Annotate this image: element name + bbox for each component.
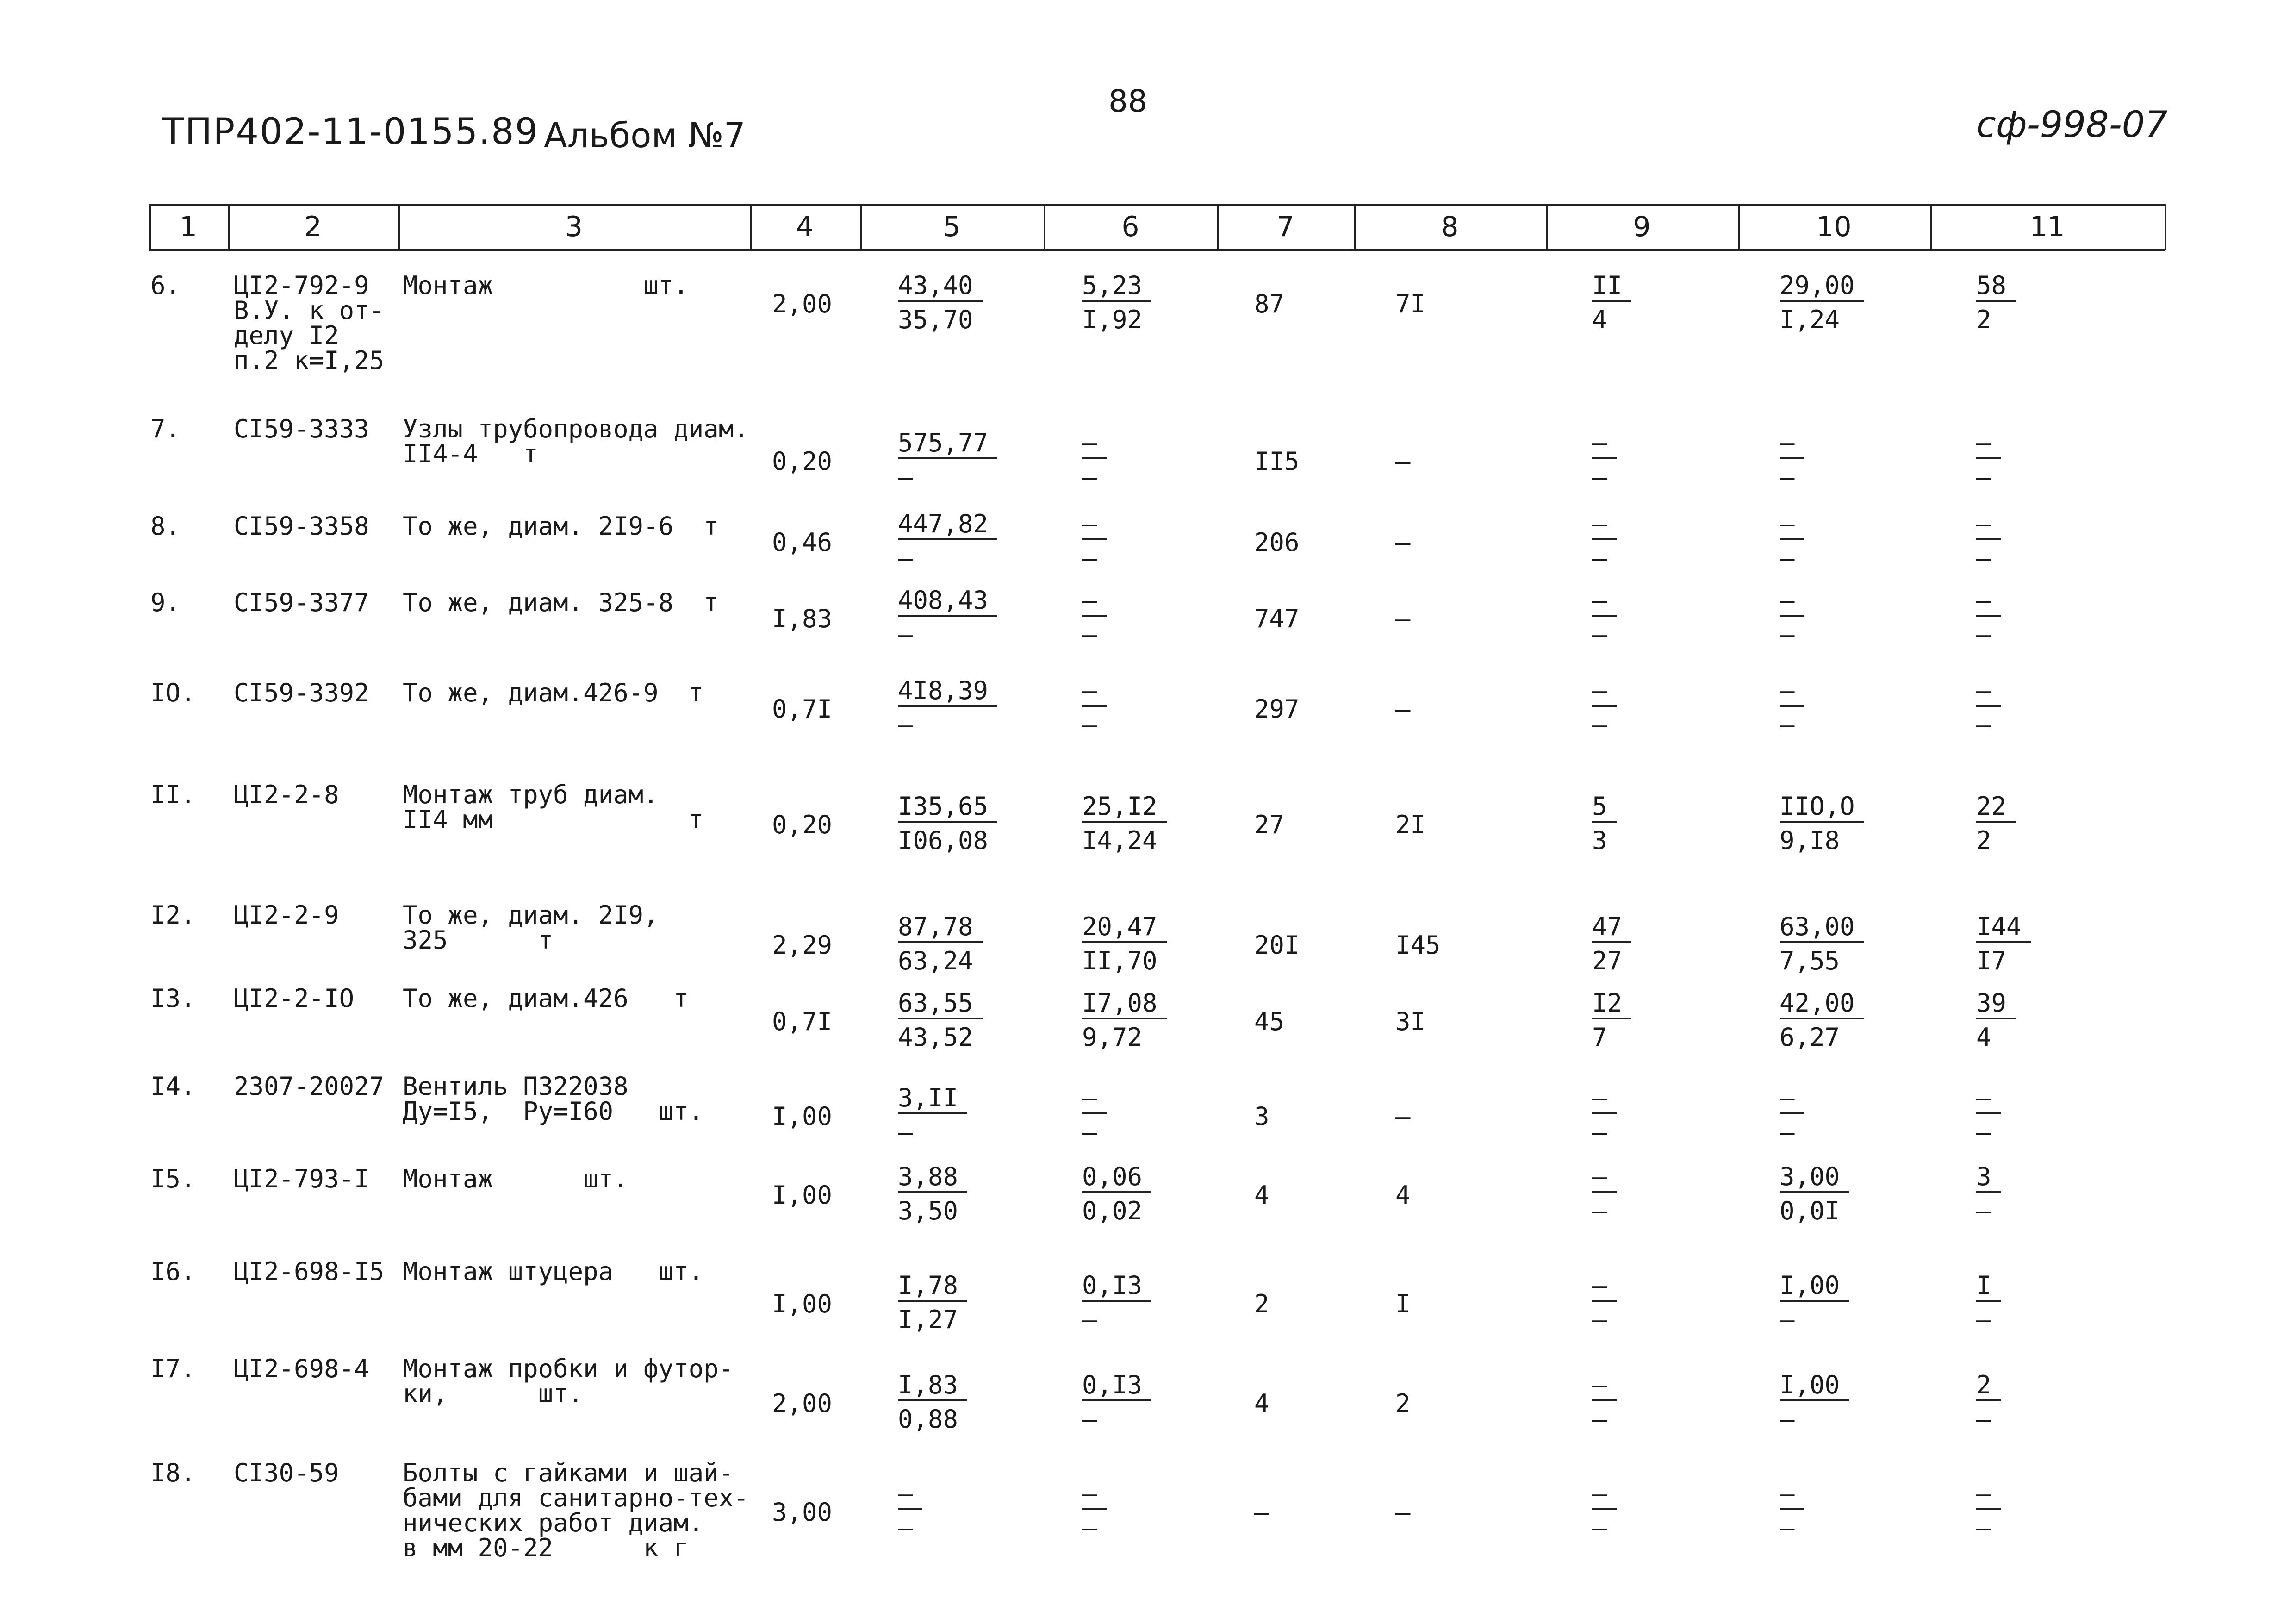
quantity: I,00 bbox=[772, 1289, 833, 1318]
col9-fraction-denominator: 4 bbox=[1592, 305, 1607, 334]
row-number: 7. bbox=[150, 414, 181, 443]
cost-machines-numerator: – bbox=[1082, 678, 1107, 707]
col9-fraction bbox=[1592, 678, 1617, 737]
cost-unit-total-numerator: 4I8,39 bbox=[898, 678, 997, 707]
col9-fraction-denominator: – bbox=[1592, 1513, 1607, 1543]
cost-unit-total-numerator: 3,88 bbox=[898, 1164, 967, 1193]
cost-unit-total bbox=[898, 428, 997, 492]
col8-value: I45 bbox=[1395, 931, 1441, 960]
col10-fraction-numerator: 3,00 bbox=[1780, 1164, 1849, 1193]
col11-fraction-numerator: 58 bbox=[1976, 273, 2016, 302]
col9-fraction-numerator: – bbox=[1592, 1086, 1617, 1114]
col10-fraction bbox=[1780, 428, 1804, 492]
col11-fraction-numerator: – bbox=[1976, 588, 2001, 617]
row-number: 9. bbox=[150, 588, 181, 617]
cost-machines-numerator: 25,I2 bbox=[1082, 794, 1167, 823]
rate-code: CI59-3358 bbox=[234, 512, 369, 541]
cost-unit-total-numerator: I35,65 bbox=[898, 794, 997, 823]
col9-fraction bbox=[1592, 588, 1617, 647]
work-name: Монтаж штуцера шт. bbox=[403, 1257, 704, 1286]
col10-fraction-denominator: – bbox=[1780, 1513, 1795, 1543]
cost-unit-total-denominator: 35,70 bbox=[898, 305, 973, 334]
col11-fraction-denominator: 4 bbox=[1976, 1023, 1991, 1052]
cost-machines-denominator: – bbox=[1082, 1513, 1097, 1543]
cost-machines bbox=[1082, 794, 1167, 853]
rate-code: 2307-20027 bbox=[234, 1072, 385, 1101]
col11-fraction-numerator: 39 bbox=[1976, 991, 2016, 1019]
cost-unit-total-numerator: 43,40 bbox=[898, 273, 983, 302]
header-column-rule bbox=[2165, 204, 2166, 250]
cost-unit-total-numerator: 63,55 bbox=[898, 991, 983, 1019]
col11-fraction-numerator: – bbox=[1976, 431, 2001, 459]
col8-value: – bbox=[1395, 604, 1411, 633]
row-number: 8. bbox=[150, 512, 181, 541]
work-name: То же, диам. 325-8 т bbox=[403, 588, 719, 617]
work-name: То же, диам. 2I9-6 т bbox=[403, 512, 719, 541]
cost-machines bbox=[1082, 1273, 1151, 1332]
col10-fraction bbox=[1780, 509, 1804, 573]
col11-fraction-denominator: – bbox=[1976, 1405, 1991, 1434]
cost-machines bbox=[1082, 1083, 1107, 1147]
cost-machines-numerator: – bbox=[1082, 431, 1107, 459]
cost-machines bbox=[1082, 428, 1107, 492]
col11-fraction-numerator: 2 bbox=[1976, 1373, 2001, 1401]
col11-fraction-denominator: – bbox=[1976, 1196, 1991, 1225]
cost-unit-total-denominator: 3,50 bbox=[898, 1196, 958, 1225]
col9-fraction-numerator: – bbox=[1592, 1273, 1617, 1302]
cost-unit-total bbox=[898, 273, 983, 332]
cost-machines-numerator: – bbox=[1082, 512, 1107, 540]
cost-machines-numerator: – bbox=[1082, 1086, 1107, 1114]
col11-fraction-numerator: 22 bbox=[1976, 794, 2016, 823]
col10-fraction-denominator: – bbox=[1780, 462, 1795, 492]
col10-fraction bbox=[1780, 588, 1804, 647]
col11-fraction-numerator: – bbox=[1976, 1086, 2001, 1114]
col11-fraction-denominator: – bbox=[1976, 620, 1991, 649]
col10-fraction-numerator: 63,00 bbox=[1780, 914, 1864, 943]
col8-value: – bbox=[1395, 1102, 1411, 1131]
col9-fraction-numerator: – bbox=[1592, 588, 1617, 617]
cost-unit-total-denominator: – bbox=[898, 620, 913, 649]
col9-fraction bbox=[1592, 1273, 1617, 1332]
quantity: I,00 bbox=[772, 1102, 833, 1131]
cost-unit-total bbox=[898, 988, 983, 1052]
col9-fraction-numerator: – bbox=[1592, 512, 1617, 540]
cost-machines bbox=[1082, 678, 1107, 737]
col11-fraction bbox=[1976, 1481, 2001, 1541]
col10-fraction bbox=[1780, 1083, 1804, 1147]
cost-machines-denominator: I,92 bbox=[1082, 305, 1143, 334]
rate-code: ЦI2-2-9 bbox=[234, 900, 339, 930]
col8-value: 2I bbox=[1395, 810, 1426, 839]
col10-fraction bbox=[1780, 914, 1864, 974]
col11-fraction-denominator: I7 bbox=[1976, 946, 2007, 975]
column-header: 9 bbox=[1633, 211, 1651, 243]
col10-fraction-numerator: – bbox=[1780, 1086, 1804, 1114]
cost-unit-total bbox=[898, 1370, 967, 1434]
col11-fraction bbox=[1976, 273, 2016, 332]
cost-machines bbox=[1082, 1370, 1151, 1434]
col8-value: – bbox=[1395, 528, 1411, 557]
cost-machines-numerator: 0,06 bbox=[1082, 1164, 1151, 1193]
rate-code: CI30-59 bbox=[234, 1458, 339, 1487]
col9-fraction-numerator: – bbox=[1592, 1373, 1617, 1401]
quantity: 2,00 bbox=[772, 1389, 833, 1418]
col9-fraction-denominator: – bbox=[1592, 1118, 1607, 1147]
col7-value: – bbox=[1254, 1498, 1269, 1527]
col7-value: 4 bbox=[1254, 1181, 1269, 1210]
row-number: I4. bbox=[150, 1072, 196, 1101]
cost-unit-total-numerator: 87,78 bbox=[898, 914, 983, 943]
row-number: I6. bbox=[150, 1257, 196, 1286]
rate-code: CI59-3392 bbox=[234, 678, 369, 707]
cost-unit-total bbox=[898, 588, 997, 647]
col10-fraction bbox=[1780, 1164, 1849, 1224]
col11-fraction bbox=[1976, 509, 2001, 573]
col9-fraction bbox=[1592, 1164, 1617, 1224]
col8-value: 3I bbox=[1395, 1007, 1426, 1036]
col9-fraction-denominator: – bbox=[1592, 462, 1607, 492]
col9-fraction bbox=[1592, 914, 1631, 974]
col10-fraction-denominator: – bbox=[1780, 1118, 1795, 1147]
column-header: 3 bbox=[565, 211, 583, 243]
col9-fraction-numerator: I2 bbox=[1592, 991, 1631, 1019]
col7-value: 4 bbox=[1254, 1389, 1269, 1418]
cost-machines bbox=[1082, 988, 1167, 1052]
cost-machines bbox=[1082, 1481, 1107, 1541]
cost-machines-numerator: 0,I3 bbox=[1082, 1273, 1151, 1302]
quantity: 2,29 bbox=[772, 931, 833, 960]
col11-fraction-numerator: I44 bbox=[1976, 914, 2031, 943]
row-number: IO. bbox=[150, 678, 196, 707]
work-name: Монтаж шт. bbox=[403, 1164, 628, 1193]
col7-value: 747 bbox=[1254, 604, 1300, 633]
col10-fraction-denominator: 9,I8 bbox=[1780, 826, 1840, 855]
cost-unit-total-numerator: I,83 bbox=[898, 1373, 967, 1401]
column-header: 7 bbox=[1276, 211, 1294, 243]
work-name: Вентиль П322038 Ду=I5, Ру=I60 шт. bbox=[403, 1072, 704, 1126]
cost-machines-denominator: – bbox=[1082, 710, 1097, 739]
cost-machines-denominator: – bbox=[1082, 1405, 1097, 1434]
work-name: Болты с гайками и шай- бами для санитарно-тех- нических работ диам. в мм 20-22 к г bbox=[403, 1458, 749, 1562]
cost-unit-total-denominator: I06,08 bbox=[898, 826, 989, 855]
col8-value: 2 bbox=[1395, 1389, 1411, 1418]
table-header-rule bbox=[149, 249, 2165, 251]
table-top-rule bbox=[149, 204, 2165, 206]
col7-value: 3 bbox=[1254, 1102, 1269, 1131]
column-header: 4 bbox=[796, 211, 814, 243]
col10-fraction-numerator: – bbox=[1780, 512, 1804, 540]
col7-value: 87 bbox=[1254, 289, 1285, 319]
col7-value: 45 bbox=[1254, 1007, 1285, 1036]
cost-machines-numerator: 5,23 bbox=[1082, 273, 1151, 302]
col11-fraction bbox=[1976, 914, 2031, 974]
work-name: То же, диам.426 т bbox=[403, 984, 689, 1013]
col9-fraction-numerator: – bbox=[1592, 431, 1617, 459]
quantity: 3,00 bbox=[772, 1498, 833, 1527]
col11-fraction-numerator: – bbox=[1976, 678, 2001, 707]
col10-fraction-denominator: – bbox=[1780, 620, 1795, 649]
col10-fraction-numerator: I,00 bbox=[1780, 1373, 1849, 1401]
rate-code: ЦI2-698-4 bbox=[234, 1354, 369, 1383]
cost-machines-denominator: – bbox=[1082, 1118, 1097, 1147]
col11-fraction-denominator: – bbox=[1976, 1118, 1991, 1147]
cost-unit-total bbox=[898, 914, 983, 974]
col10-fraction bbox=[1780, 794, 1864, 853]
col11-fraction bbox=[1976, 1164, 2001, 1224]
col9-fraction bbox=[1592, 1370, 1617, 1434]
column-header: 6 bbox=[1121, 211, 1139, 243]
cost-unit-total-denominator: – bbox=[898, 710, 913, 739]
col10-fraction bbox=[1780, 678, 1804, 737]
cost-machines-denominator: 9,72 bbox=[1082, 1023, 1143, 1052]
row-number: I7. bbox=[150, 1354, 196, 1383]
col9-fraction bbox=[1592, 273, 1631, 332]
column-header: 11 bbox=[2029, 211, 2065, 243]
col11-fraction bbox=[1976, 794, 2016, 853]
cost-unit-total bbox=[898, 1273, 967, 1332]
cost-unit-total-numerator: I,78 bbox=[898, 1273, 967, 1302]
row-number: I2. bbox=[150, 900, 196, 930]
cost-machines-denominator: I4,24 bbox=[1082, 826, 1157, 855]
cost-unit-total-numerator: 575,77 bbox=[898, 431, 997, 459]
cost-unit-total-denominator: 43,52 bbox=[898, 1023, 973, 1052]
col11-fraction-numerator: I bbox=[1976, 1273, 2001, 1302]
quantity: 2,00 bbox=[772, 289, 833, 319]
col8-value: – bbox=[1395, 694, 1411, 724]
col11-fraction-numerator: – bbox=[1976, 512, 2001, 540]
cost-unit-total-numerator: 447,82 bbox=[898, 512, 997, 540]
work-name: То же, диам.426-9 т bbox=[403, 678, 704, 707]
work-name: Монтаж шт. bbox=[403, 271, 689, 300]
quantity: 0,20 bbox=[772, 810, 833, 839]
col10-fraction-numerator: – bbox=[1780, 588, 1804, 617]
column-header: 1 bbox=[179, 211, 198, 243]
col9-fraction-denominator: – bbox=[1592, 620, 1607, 649]
cost-machines bbox=[1082, 588, 1107, 647]
col10-fraction-denominator: – bbox=[1780, 1305, 1795, 1334]
col9-fraction-denominator: – bbox=[1592, 1196, 1607, 1225]
col10-fraction-denominator: – bbox=[1780, 1405, 1795, 1434]
rate-code: ЦI2-793-I bbox=[234, 1164, 369, 1193]
col11-fraction bbox=[1976, 588, 2001, 647]
quantity: I,83 bbox=[772, 604, 833, 633]
col7-value: 27 bbox=[1254, 810, 1285, 839]
column-header: 2 bbox=[304, 211, 322, 243]
cost-unit-total-denominator: – bbox=[898, 462, 913, 492]
col7-value: 206 bbox=[1254, 528, 1300, 557]
col8-value: – bbox=[1395, 1498, 1411, 1527]
col9-fraction-denominator: – bbox=[1592, 1305, 1607, 1334]
col11-fraction-denominator: – bbox=[1976, 1513, 1991, 1543]
rate-code: ЦI2-698-I5 bbox=[234, 1257, 385, 1286]
col9-fraction-denominator: 3 bbox=[1592, 826, 1607, 855]
rate-code: CI59-3377 bbox=[234, 588, 369, 617]
col11-fraction-denominator: 2 bbox=[1976, 305, 1991, 334]
col10-fraction-numerator: 29,00 bbox=[1780, 273, 1864, 302]
col10-fraction bbox=[1780, 273, 1864, 332]
quantity: 0,7I bbox=[772, 694, 833, 724]
col9-fraction bbox=[1592, 794, 1617, 853]
cost-machines-numerator: 20,47 bbox=[1082, 914, 1167, 943]
col9-fraction-numerator: 47 bbox=[1592, 914, 1631, 943]
row-number: I8. bbox=[150, 1458, 196, 1487]
col9-fraction-numerator: 5 bbox=[1592, 794, 1617, 823]
col10-fraction bbox=[1780, 1481, 1804, 1541]
col11-fraction bbox=[1976, 1083, 2001, 1147]
column-header: 8 bbox=[1441, 211, 1459, 243]
col9-fraction bbox=[1592, 1481, 1617, 1541]
col11-fraction-numerator: 3 bbox=[1976, 1164, 2001, 1193]
cost-unit-total bbox=[898, 794, 997, 853]
col11-fraction bbox=[1976, 1273, 2001, 1332]
col11-fraction bbox=[1976, 1370, 2001, 1434]
col8-value: 7I bbox=[1395, 289, 1426, 319]
work-name: Монтаж труб диам. II4 мм т bbox=[403, 780, 704, 834]
work-name: То же, диам. 2I9, 325 т bbox=[403, 900, 659, 955]
rate-code: ЦI2-2-8 bbox=[234, 780, 339, 809]
cost-machines bbox=[1082, 273, 1151, 332]
cost-unit-total bbox=[898, 509, 997, 573]
col10-fraction-numerator: 42,00 bbox=[1780, 991, 1864, 1019]
cost-machines-numerator: – bbox=[1082, 1481, 1107, 1510]
col9-fraction-numerator: – bbox=[1592, 1481, 1617, 1510]
page-number: 88 bbox=[1108, 83, 1147, 119]
quantity: I,00 bbox=[772, 1181, 833, 1210]
col7-value: 20I bbox=[1254, 931, 1300, 960]
col9-fraction-denominator: – bbox=[1592, 710, 1607, 739]
col10-fraction-denominator: 7,55 bbox=[1780, 946, 1840, 975]
col8-value: I bbox=[1395, 1289, 1411, 1318]
col11-fraction-denominator: 2 bbox=[1976, 826, 1991, 855]
col9-fraction bbox=[1592, 1083, 1617, 1147]
cost-unit-total-denominator: – bbox=[898, 543, 913, 573]
col9-fraction bbox=[1592, 988, 1631, 1052]
rate-code: CI59-3333 bbox=[234, 414, 369, 443]
col8-value: 4 bbox=[1395, 1181, 1411, 1210]
cost-unit-total-numerator: 3,II bbox=[898, 1086, 967, 1114]
work-name: Узлы трубопровода диам. II4-4 т bbox=[403, 414, 749, 468]
cost-machines-denominator: – bbox=[1082, 462, 1097, 492]
col11-fraction-numerator: – bbox=[1976, 1481, 2001, 1510]
col10-fraction bbox=[1780, 1370, 1849, 1434]
cost-unit-total-numerator: – bbox=[898, 1481, 922, 1510]
column-header: 5 bbox=[943, 211, 961, 243]
col10-fraction-numerator: – bbox=[1780, 431, 1804, 459]
col9-fraction bbox=[1592, 509, 1617, 573]
cost-unit-total-denominator: – bbox=[898, 1118, 913, 1147]
col10-fraction-denominator: – bbox=[1780, 710, 1795, 739]
col9-fraction-numerator: – bbox=[1592, 1164, 1617, 1193]
col11-fraction-denominator: – bbox=[1976, 462, 1991, 492]
cost-unit-total bbox=[898, 1164, 967, 1224]
quantity: 0,20 bbox=[772, 447, 833, 476]
col10-fraction-numerator: I,00 bbox=[1780, 1273, 1849, 1302]
col9-fraction-denominator: 7 bbox=[1592, 1023, 1607, 1052]
cost-unit-total bbox=[898, 1083, 967, 1147]
cost-machines-numerator: – bbox=[1082, 588, 1107, 617]
cost-unit-total bbox=[898, 1481, 922, 1541]
col10-fraction-denominator: – bbox=[1780, 543, 1795, 573]
cost-machines-denominator: – bbox=[1082, 620, 1097, 649]
cost-unit-total bbox=[898, 678, 997, 737]
col9-fraction-denominator: – bbox=[1592, 543, 1607, 573]
cost-machines-numerator: I7,08 bbox=[1082, 991, 1167, 1019]
col9-fraction-numerator: II bbox=[1592, 273, 1631, 302]
rate-code: ЦI2-792-9 В.У. к от- делу I2 п.2 к=I,25 bbox=[234, 271, 385, 375]
col7-value: II5 bbox=[1254, 447, 1300, 476]
col8-value: – bbox=[1395, 447, 1411, 476]
sheet-code: сф-998-07 bbox=[1976, 104, 2168, 146]
quantity: 0,7I bbox=[772, 1007, 833, 1036]
cost-unit-total-denominator: 63,24 bbox=[898, 946, 973, 975]
cost-machines bbox=[1082, 509, 1107, 573]
cost-machines-denominator: – bbox=[1082, 1305, 1097, 1334]
col11-fraction bbox=[1976, 428, 2001, 492]
cost-unit-total-denominator: I,27 bbox=[898, 1305, 958, 1334]
row-number: 6. bbox=[150, 271, 181, 300]
col9-fraction-denominator: – bbox=[1592, 1405, 1607, 1434]
col10-fraction bbox=[1780, 1273, 1849, 1332]
col10-fraction-numerator: – bbox=[1780, 1481, 1804, 1510]
col9-fraction-numerator: – bbox=[1592, 678, 1617, 707]
quantity: 0,46 bbox=[772, 528, 833, 557]
album-label: Альбом №7 bbox=[544, 116, 746, 156]
col10-fraction-numerator: – bbox=[1780, 678, 1804, 707]
cost-machines-denominator: II,70 bbox=[1082, 946, 1157, 975]
col11-fraction-denominator: – bbox=[1976, 543, 1991, 573]
document-code: ТПР402-11-0155.89 bbox=[162, 111, 539, 153]
col11-fraction bbox=[1976, 988, 2016, 1052]
work-name: Монтаж пробки и футор- ки, шт. bbox=[403, 1354, 734, 1408]
row-number: I5. bbox=[150, 1164, 196, 1193]
col7-value: 2 bbox=[1254, 1289, 1269, 1318]
col10-fraction-denominator: 6,27 bbox=[1780, 1023, 1840, 1052]
row-number: I3. bbox=[150, 984, 196, 1013]
cost-machines bbox=[1082, 914, 1167, 974]
rate-code: ЦI2-2-IO bbox=[234, 984, 355, 1013]
cost-unit-total-denominator: 0,88 bbox=[898, 1405, 958, 1434]
cost-unit-total-numerator: 408,43 bbox=[898, 588, 997, 617]
col10-fraction bbox=[1780, 988, 1864, 1052]
cost-machines-denominator: – bbox=[1082, 543, 1097, 573]
cost-machines-denominator: 0,02 bbox=[1082, 1196, 1143, 1225]
cost-machines bbox=[1082, 1164, 1151, 1224]
col11-fraction bbox=[1976, 678, 2001, 737]
cost-unit-total-denominator: – bbox=[898, 1513, 913, 1543]
col9-fraction-denominator: 27 bbox=[1592, 946, 1623, 975]
col7-value: 297 bbox=[1254, 694, 1300, 724]
row-number: II. bbox=[150, 780, 196, 809]
col11-fraction-denominator: – bbox=[1976, 1305, 1991, 1334]
col10-fraction-denominator: 0,0I bbox=[1780, 1196, 1840, 1225]
col11-fraction-denominator: – bbox=[1976, 710, 1991, 739]
col9-fraction bbox=[1592, 428, 1617, 492]
column-header: 10 bbox=[1816, 211, 1852, 243]
cost-machines-numerator: 0,I3 bbox=[1082, 1373, 1151, 1401]
col10-fraction-denominator: I,24 bbox=[1780, 305, 1840, 334]
col10-fraction-numerator: IIO,O bbox=[1780, 794, 1864, 823]
